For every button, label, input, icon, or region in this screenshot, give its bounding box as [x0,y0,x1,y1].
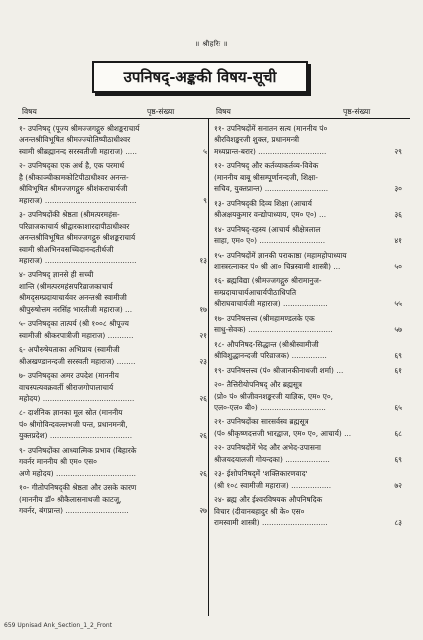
toc-entry-line: ११- उपनिषदोंमें सनातन सत्य (माननीय पं० [214,124,328,133]
toc-entry [19,160,207,206]
toc-entry-line: १७- उपनिषत्तत्त्व (श्रीमहामण्डलके एक [214,313,315,323]
toc-entry [214,224,402,247]
toc-entry-line: ४- उपनिषद् ज्ञानसे ही सच्ची [19,270,94,280]
toc-entry-line: ८- दार्शनिक ज्ञानका मूल स्रोत (माननीय [19,408,123,418]
title-box [92,61,308,93]
toc-entry-page: ३० [394,184,402,194]
toc-entry-page: ५५ [394,299,402,309]
toc-entry-line: १६- ब्रह्मविद्या (श्रीमज्जगद्गुरु श्रीरामानुज- [214,276,322,286]
toc-entry-page: ६९ [394,351,402,361]
toc-entry-page: ९ [203,195,207,205]
toc-entry-line: गवर्नर, बंगप्रान्त) ........................... [19,506,129,516]
toc-entry [214,416,402,439]
toc-entry [214,365,402,376]
toc-entry-line: मध्यप्रान्त-बरार) ............................. [214,146,327,156]
toc-entry-page: २६ [199,393,207,403]
toc-entry-line: १- उपनिषद् (पूज्य श्रीमज्जगद्गुरु श्रीशङ्कराचार्य [19,124,140,133]
toc-entry-line: ६- अपौरुषेयताका अभिप्राय (स्वामीजी [19,345,120,355]
toc-entry-page: ६८ [394,428,402,438]
toc-entry [19,344,207,367]
right-page-header: पृष्ठ-संख्या [343,107,371,116]
toc-entry-line: ७- उपनिषद्‌का अमर उपदेश (माननीय [19,371,119,381]
toc-entry [19,445,207,479]
toc-entry-line: परिव्राजकाचार्य श्रीद्वारकाशारदापीठाधीश्वर [19,221,130,231]
toc-entry-page: ६९ [394,454,402,464]
toc-entry [19,269,207,315]
toc-entry-page: १३ [199,255,207,265]
toc-entry-line: युक्तप्रदेश) ................................... [19,431,133,441]
toc-entry [214,313,402,336]
toc-entry [19,318,207,341]
toc-entry-page: २७ [199,506,207,516]
toc-entry-page: २१ [199,330,207,340]
toc-entry-line: महाराज) ....................................... [19,255,137,265]
toc-entry-line: (पं० श्रीकृष्णदत्तजी भारद्वाज, एम० ए०, आचार्य) ... [214,428,352,438]
right-subject-header: विषय [216,107,231,116]
toc-entry-line: साधु-सेवक) .................................... [214,325,333,335]
toc-entry-line: रामस्वामी शास्त्री) ............................ [214,518,328,528]
invocation-text: ॥ श्रीहरिः ॥ [195,40,228,48]
toc-entry-page: ३६ [394,210,402,220]
toc-entry-line: शान्ति (श्रीमत्परमहंसपरिव्राजकाचार्य [19,281,113,291]
toc-entry-page: ४१ [394,236,402,246]
toc-entry-line: (प्रो० पं० श्रीजीवनशङ्करजी याज्ञिक, एम० ए०, [214,391,334,401]
toc-entry [19,370,207,404]
toc-entry-page: ५ [203,146,207,156]
toc-entry-line: पं० श्रीगोविन्दवल्लभजी पन्त, प्रधानमन्त्री, [19,419,128,429]
toc-entry-line: ३- उपनिषदोंकी श्रेष्ठता (श्रीमत्परमहंस- [19,210,120,220]
header-rule [18,118,410,119]
toc-entry-line: सचिव, युक्तप्रान्त) ........................... [214,184,329,194]
toc-entry-line: (श्री १०८ स्वामीजी महाराज) ................. [214,480,332,490]
toc-entry-line: एल०-एल० बी०) ............................ [214,402,326,412]
left-page-header: पृष्ठ-संख्या [147,107,175,116]
column-divider [208,118,209,616]
toc-entry-line: श्रीविभूषित श्रीमज्जगद्गुरु श्रीशंकराचार्यजी [19,184,128,194]
toc-entry-page: ७२ [394,480,402,490]
toc-entry [19,209,207,266]
page-title: उपनिषद्-अङ्ककी विषय-सूची [123,68,277,86]
toc-entry-line: श्रीजयदयालजी गोयन्दका) ................... [214,454,330,464]
toc-entry-line: गवर्नर माननीय श्री एम० एस० [19,457,97,467]
toc-entry-line: १३- उपनिषद्‌की दिव्य शिक्षा (आचार्य [214,198,312,208]
toc-entry-line: अनन्तश्रीविभूषित श्रीमज्ज्योतिष्पीठाधीश्वर [19,135,131,145]
toc-entry-line: २३- ईशोपनिषद्‌में 'शक्तिकारणवाद' [214,469,308,479]
toc-entry-line: अणे महोदय) .................................. [19,468,136,478]
toc-entry [214,442,402,465]
toc-entry-line: महाराज) ....................................... [19,195,137,205]
toc-entry [214,339,402,362]
toc-entry-line: श्रीअखण्डानन्दजी सरस्वती महाराज) ........ [19,356,136,366]
toc-entry-line: १९- उपनिषत्तत्त्व (पं० श्रीजानकीनाथजी शर्मा) ... [214,365,344,375]
toc-entry-page: ५७ [394,325,402,335]
toc-entry-line: श्रीविशुद्धानन्दजी परिव्राजक) ............... [214,351,327,361]
toc-entry-line: २२- उपनिषदोंमें भेद और अभेद-उपासना [214,443,321,453]
toc-entry-line: २- उपनिषद्‌का एक अर्थ है, एक परमार्थ [19,161,125,171]
toc-entry-page: १७ [199,304,207,314]
toc-entry [214,379,402,413]
toc-entry-line: ५- उपनिषद्‌का तात्पर्य (श्री १००८ श्रीपूज्य [19,319,129,329]
toc-entry [214,160,402,194]
toc-entry-line: स्वामी श्रीअभिनवसच्चिदानन्दतीर्थजी [19,244,114,254]
toc-entry-page: ८३ [394,518,402,528]
toc-entry-line: अनन्तश्रीविभूषित श्रीमज्जगद्गुरु श्रीशङ्कराचार्य [19,233,136,243]
left-column [19,123,207,520]
toc-entry-line: १०- गीतोपनिषद्‌की श्रेष्ठता और उसके कारण [19,483,137,493]
toc-entry-line: श्रीराघवाचार्यजी महाराज) ................... [214,299,328,309]
toc-entry [19,407,207,441]
toc-entry [214,198,402,221]
toc-entry-page: २३ [199,356,207,366]
toc-entry-line: स्वामीजी श्रीकरपात्रीजी महाराज) ........... [19,330,134,340]
toc-entry-line: श्रीमद्‌सम्प्रदायाचार्यवर अनन्तश्री स्वामीजी [19,293,127,303]
toc-entry-line: विचार (दीवानबहादुर श्री के० एस० [214,506,305,516]
toc-entry-line: १४- उपनिषद्-रहस्य (आचार्य श्रीक्षेत्रलाल [214,224,321,234]
toc-entry-page: २६ [199,468,207,478]
toc-entry-line: १८- औपनिषद-सिद्धान्त (श्रीश्रीस्वामीजी [214,339,319,349]
toc-entry-line: १५- उपनिषदोंमें ज्ञानकी पराकाष्ठा (महामहोपाध्याय [214,250,347,260]
toc-entry-page: ५० [394,261,402,271]
toc-entry-line: वाचस्पत्यवक्रवर्ती श्रीराजगोपालाचार्य [19,382,114,392]
toc-entry-line: २०- तैत्तिरीयोपनिषद् और ब्रह्मसूत्र [214,380,302,390]
toc-entry-line: साहा, एम० ए०) ............................ [214,236,326,246]
toc-entry-line: श्रीरविशङ्करजी शुक्ल, प्रधानमन्त्री [214,135,300,145]
toc-entry-page: २९ [394,146,402,156]
toc-entry-line: महोदय) ....................................... [19,393,135,403]
toc-entry-line: श्रीपुरुषोत्तम नरसिंह भारतीजी महाराज) ... [19,304,133,314]
footer-text: 659 Upnisad Ank_Section_1_2_Front [4,622,113,629]
toc-entry-line: सम्प्रदायाचार्यआचार्यपीठाधिपति [214,287,297,297]
toc-entry-line: श्रीअक्षयकुमार वन्द्योपाध्याय, एम० ए०) ... [214,210,327,220]
toc-entry [214,250,402,273]
toc-entry-line: ९- उपनिषदोंका आध्यात्मिक प्रभाव (बिहारके [19,445,137,455]
left-subject-header: विषय [22,107,37,116]
toc-entry-line: (माननीय बाबू श्रीसम्पूर्णानन्दजी, शिक्षा- [214,172,318,182]
right-column [214,123,402,532]
toc-entry [19,482,207,516]
toc-entry-page: ६१ [394,365,402,375]
toc-entry [214,275,402,309]
toc-entry-page: ६५ [394,402,402,412]
toc-entry-line: (माननीय डॉ० श्रीकैलासनाथजी काटजू, [19,494,122,504]
toc-entry-line: २४- ब्रह्म और ईश्वरविषयक औपनिषदिक [214,495,323,505]
toc-entry-page: २६ [199,431,207,441]
toc-entry [214,494,402,528]
toc-entry-line: स्वामी श्रीब्रह्मानन्द सरस्वतीजी महाराज) ..... [19,146,137,156]
toc-entry [19,123,207,157]
toc-entry-line: २१- उपनिषदोंका सारसर्वस्व ब्रह्मसूत्र [214,417,309,427]
toc-entry-line: १२- उपनिषद् और कर्तव्याकर्तव्य-विवेक [214,161,319,171]
toc-entry-line: शास्त्ररत्नाकर पं० श्री आ० चिन्नस्वामी शास्त्री) ... [214,261,341,271]
toc-entry-line: है (श्रीकाञ्चीकामकोटिपीठाधीश्वर अनन्त- [19,172,129,182]
toc-entry [214,468,402,491]
toc-entry [214,123,402,157]
